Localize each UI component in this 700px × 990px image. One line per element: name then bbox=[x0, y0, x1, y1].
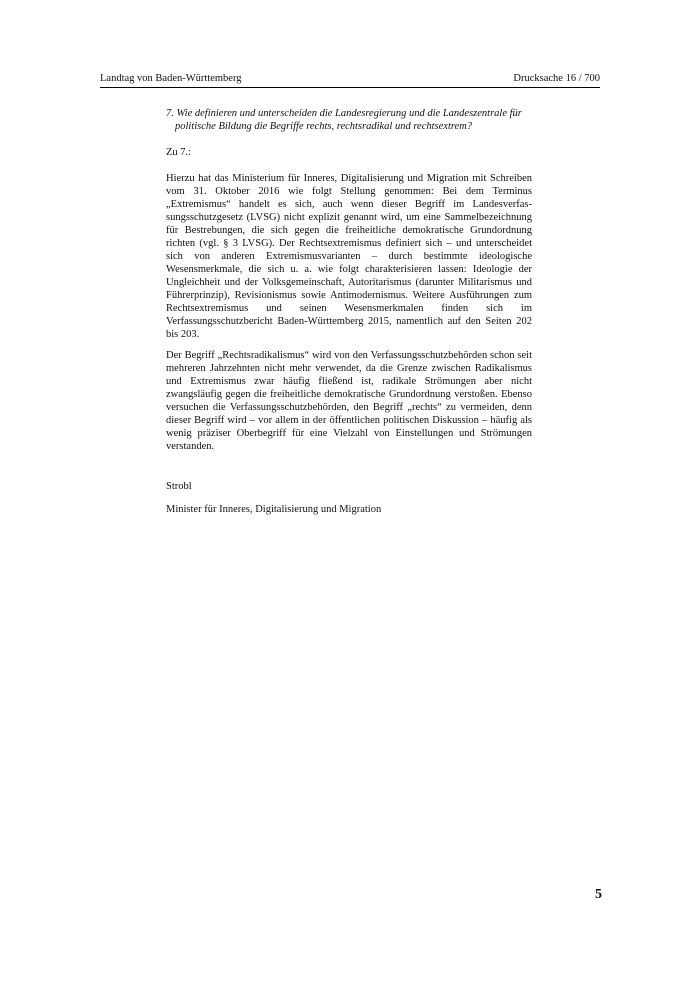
running-header bbox=[100, 72, 600, 88]
signature-name: Strobl bbox=[166, 481, 192, 492]
answer-label: Zu 7.: bbox=[166, 147, 192, 158]
answer-paragraph-1: Hierzu hat das Ministerium für Inneres, Digitalisierung und Migration mit Schreiben vom 31. Oktober 2016 wie folgt Stellung genommen: Bei dem Terminus „Extremismus“ handelt es sich, auch wenn dieser Begriff im Landesverfassungsschutzgesetz (LVSG) nicht explizit genannt wird, um eine Sammelbezeichnung für Bestrebungen, die sich gegen die freiheitliche demokratische Grundordnung richten (vgl. § 3 LVSG). Der Rechtsextremismus definiert sich – und unterscheidet sich von anderen Extremismusvarianten – durch bestimmte ideologische Wesensmerkmale, die sich u. a. wie folgt charakterisieren lassen: Ideologie der Ungleichheit und der Volksgemeinschaft, Autoritarismus (darunter Militarismus und Führerprinzip), Revisionismus sowie Antimodernismus. Weitere Ausführungen zum Rechtsextremismus und seinen Wesensmerkmalen finden sich im Verfassungsschutzbericht Baden-Württemberg 2015, namentlich auf den Seiten 202 bis 203. bbox=[166, 173, 532, 340]
page-number: 5 bbox=[595, 887, 602, 902]
header-title: Landtag von Baden-Württemberg bbox=[100, 73, 242, 84]
question-text: 7. Wie definieren und unterscheiden die Landesregierung und die Landeszentrale für politische Bildung die Begriffe rechts, rechtsradikal und rechtsextrem? bbox=[166, 108, 522, 132]
header-document-number: Drucksache 16 / 700 bbox=[513, 73, 600, 84]
signature-title: Minister für Inneres, Digitalisierung und Migration bbox=[166, 504, 382, 515]
answer-paragraph-2: Der Begriff „Rechtsradikalismus“ wird von den Verfassungsschutzbehörden schon seit mehreren Jahrzehnten nicht mehr verwendet, da die Grenze zwischen Radikalismus und Extremismus zwar häufig fließend ist, radikale Strömungen aber nicht zwangsläufig gegen die freiheitliche demokratische Grundordnung verstoßen. Ebenso versuchen die Verfassungsschutzbehörden, den Begriff „rechts“ zu vermeiden, denn dieser Begriff wird – vor allem in der öffentlichen politischen Diskussion – häufig als wenig präziser Oberbegriff für eine Vielzahl von Einstellungen und Strömungen verstanden. bbox=[166, 350, 532, 452]
document-body bbox=[166, 107, 532, 516]
header-rule bbox=[100, 87, 600, 88]
